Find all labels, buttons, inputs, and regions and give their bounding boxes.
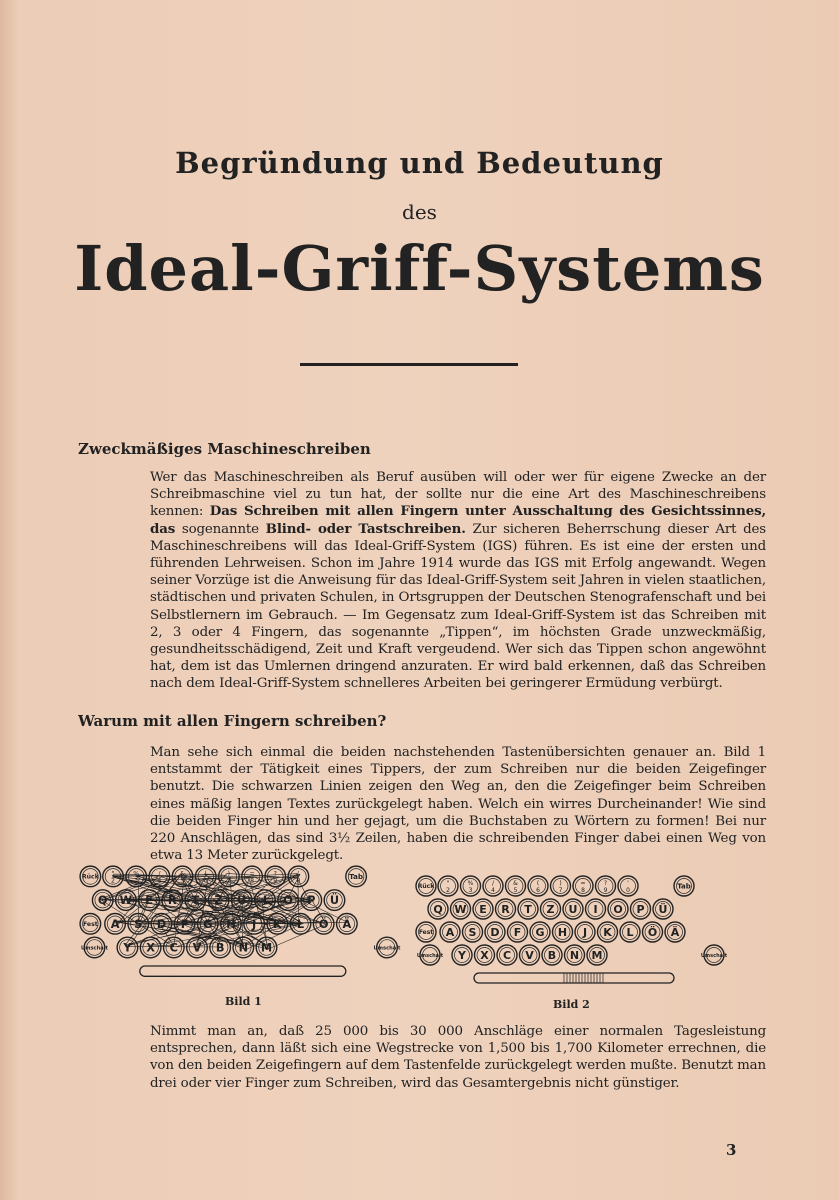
svg-text:B: B (547, 948, 557, 962)
key-t (518, 899, 538, 919)
key-a (440, 922, 460, 942)
space-bar (474, 973, 674, 983)
key-c (497, 945, 517, 965)
key-number (551, 876, 571, 896)
key-j (575, 922, 595, 942)
svg-text:0: 0 (626, 887, 630, 894)
svg-text:5: 5 (180, 877, 185, 885)
svg-text:O: O (613, 902, 623, 916)
svg-text:R: R (167, 893, 177, 908)
key-fest (416, 922, 436, 942)
key-b (542, 945, 562, 965)
section1-text-b: sogenannte (175, 521, 266, 537)
key-q (428, 899, 448, 919)
page-number: 3 (726, 1141, 737, 1159)
key-number (573, 876, 593, 896)
svg-text:H: H (557, 925, 568, 939)
svg-text:9: 9 (603, 887, 608, 894)
space-bar (140, 966, 346, 976)
key-ä (665, 922, 685, 942)
svg-text:T: T (524, 902, 532, 916)
key-tab (674, 876, 694, 896)
svg-text:Z: Z (214, 893, 223, 908)
section-heading-zweckmaessig: Zweckmäßiges Maschineschreiben (78, 440, 371, 458)
svg-text:4: 4 (157, 877, 162, 885)
svg-text:E: E (145, 893, 153, 908)
svg-text:&: & (180, 870, 185, 878)
svg-text:Ö: Ö (647, 925, 658, 939)
key-tab (346, 866, 367, 887)
svg-text:J: J (252, 916, 257, 931)
svg-text:': ' (627, 880, 629, 887)
svg-text:G: G (203, 916, 213, 931)
svg-text:P: P (307, 893, 316, 908)
svg-text:P: P (636, 902, 645, 916)
key-z (541, 899, 561, 919)
svg-text:Q: Q (97, 893, 108, 908)
key-g (530, 922, 550, 942)
key-number (506, 876, 526, 896)
key-ü (324, 890, 345, 911)
section1-paragraph (150, 469, 766, 693)
key-o (608, 899, 628, 919)
key-ö (643, 922, 663, 942)
key-number (483, 876, 503, 896)
svg-text:C: C (502, 948, 512, 962)
svg-text:6: 6 (203, 877, 208, 885)
key-y (452, 945, 472, 965)
key-r (496, 899, 516, 919)
svg-text:&: & (513, 880, 518, 887)
key-y (117, 937, 138, 958)
svg-text:S: S (134, 916, 143, 931)
svg-text:(: ( (536, 880, 540, 887)
key-ä (337, 914, 358, 935)
svg-text:%: % (133, 870, 140, 878)
svg-text:H: H (226, 916, 236, 931)
svg-text:2: 2 (111, 877, 115, 885)
svg-text:E: E (479, 902, 487, 916)
key-p (631, 899, 651, 919)
key-u (563, 899, 583, 919)
key-number (438, 876, 458, 896)
svg-text:X: X (480, 948, 489, 962)
svg-text:': ' (297, 870, 300, 878)
svg-text:Z: Z (546, 902, 555, 916)
key-umschalt-left (417, 945, 444, 965)
figure-caption-2: Bild 2 (553, 998, 590, 1011)
section3-paragraph: Nimmt man an, daß 25 000 bis 30 000 Anschläge einer normalen Tagesleistung entsprechen, dann läßt sich eine Wegstrecke von 1,500 bis 1,700 Kilometer errechnen, die von den beiden Zeigefingern auf dem Tastenfelde zurückgelegt werden mußte. Benutzt man drei oder vier Finger zum Schreiben, wird das Gesamtergebnis nicht günstiger. (150, 1024, 766, 1091)
svg-text:Umschalt: Umschalt (373, 945, 401, 952)
svg-text:F: F (513, 925, 522, 939)
key-number (618, 876, 638, 896)
svg-text:": " (446, 880, 450, 887)
svg-text:D: D (156, 916, 167, 931)
svg-text:3: 3 (468, 887, 473, 894)
svg-text:6: 6 (536, 887, 540, 894)
svg-text:Fest: Fest (418, 929, 434, 937)
section1-text-a: Wer das Maschineschreiben als Beruf ausüben will oder wer für eigene Zwecke an der Schreibmaschine viel zu tun hat, der sollte nur die eine Art des Maschineschreibens kennen: (150, 470, 766, 520)
svg-text:Umschalt: Umschalt (80, 945, 108, 952)
title-divider (300, 363, 518, 366)
svg-text:L: L (626, 925, 634, 939)
svg-text:Tab: Tab (349, 872, 364, 882)
svg-text:Rück: Rück (81, 873, 99, 881)
key-x (140, 937, 161, 958)
key-fest (80, 914, 101, 935)
key-umschalt-left (81, 937, 109, 958)
svg-text:8: 8 (250, 877, 255, 885)
key-i (586, 899, 606, 919)
title-line-1: Begründung und Bedeutung (175, 146, 664, 180)
svg-text:/: / (158, 870, 161, 878)
svg-text:9: 9 (273, 877, 278, 885)
svg-text:Ö: Ö (318, 916, 329, 931)
figure-caption-1: Bild 1 (225, 995, 262, 1008)
svg-text:Ä: Ä (670, 925, 680, 939)
svg-text:5: 5 (513, 887, 518, 894)
svg-text:U: U (237, 893, 247, 908)
svg-text:N: N (238, 940, 249, 955)
key-number (528, 876, 548, 896)
section-heading-warum: Warum mit allen Fingern schreiben? (78, 712, 387, 730)
keyboard-figure-2 (412, 870, 732, 992)
key-c (163, 937, 184, 958)
svg-text:I: I (593, 902, 598, 916)
svg-text:B: B (215, 940, 225, 955)
svg-text:Rück: Rück (417, 883, 435, 891)
svg-text:C: C (169, 940, 178, 955)
svg-text:Ü: Ü (329, 893, 340, 908)
svg-text:7: 7 (558, 887, 563, 894)
svg-text:I: I (262, 893, 268, 908)
svg-text:Fest: Fest (82, 921, 98, 929)
keyboard-figure-1 (76, 860, 406, 990)
svg-text:3: 3 (134, 877, 139, 885)
svg-text:): ) (227, 870, 231, 878)
svg-text:Y: Y (123, 940, 132, 955)
svg-text:O: O (283, 893, 293, 908)
svg-text:W: W (454, 902, 467, 916)
svg-text:7: 7 (226, 877, 231, 885)
key-rueck (416, 876, 436, 896)
svg-text:): ) (559, 880, 562, 887)
key-n (565, 945, 585, 965)
section1-bold-b: Blind- oder Tastschreiben. (265, 520, 466, 537)
svg-text:G: G (535, 925, 545, 939)
svg-text:Ä: Ä (342, 916, 352, 931)
key-a (105, 914, 126, 935)
title-line-3: Ideal-Griff-Systems (74, 232, 765, 305)
svg-text:V: V (525, 948, 534, 962)
svg-text:U: U (568, 902, 578, 916)
key-rueck (80, 866, 101, 887)
svg-text:2: 2 (446, 887, 450, 894)
svg-text:8: 8 (581, 887, 585, 894)
key-v (520, 945, 540, 965)
svg-text:N: N (569, 948, 580, 962)
svg-text:L: L (296, 916, 305, 931)
svg-text:D: D (490, 925, 500, 939)
svg-text:S: S (468, 925, 477, 939)
key-l (620, 922, 640, 942)
svg-text:0: 0 (296, 877, 301, 885)
key-number (461, 876, 481, 896)
section1-text-c: Zur sicheren Beherrschung dieser Art des Maschineschreibens will das Ideal-Griff-System (IGS) führen. Es ist eine der ersten und führenden Lehrweisen. Schon im Jahre 1914 wurde das IGS mit Erfolg angewandt. Wegen seiner Vorzüge ist die Anweisung für das Ideal-Griff-System seit Jahren in vielen staatlichen, städtischen und privaten Schulen, in Ortsgruppen der Deutschen Stenografenschaft und bei Selbstlernern im Gebrauch. — Im Gegensatz zum Ideal-Griff-System ist das Schreiben mit 2, 3 oder 4 Fingern, das sogenannte „Tippen“, im höchsten Grade unzweckmäßig, gesundheitsschädigend, Zeit und Kraft vergeudend. Wer sich das Tippen schon angewöhnt hat, dem ist das Umlernen dringend anzuraten. Er wird bald erkennen, daß das Schreiben nach dem Ideal-Griff-System schnelleres Arbeiten bei geringerer Ermüdung verbürgt. (150, 521, 766, 692)
section2-paragraph: Man sehe sich einmal die beiden nachstehenden Tastenübersichten genauer an. Bild 1 entstammt der Tätigkeit eines Tippers, der zum Schreiben nur die beiden Zeigefinger benutzt. Die schwarzen Linien zeigen den Weg an, den die Zeigefinger beim Schreiben eines mäßig langen Textes zurückgelegt haben. Welch ein wirres Durcheinander! Wie sind die beiden Finger hin und her gejagt, um die Buchstaben zu Wörtern zu formen! Bei nur 220 Anschlägen, das sind 3½ Zeilen, haben die schreibenden Finger dabei einen Weg von etwa 13 Meter zurückgelegt. (150, 745, 766, 864)
svg-text:K: K (272, 916, 282, 931)
svg-text:Umschalt: Umschalt (700, 952, 728, 959)
svg-text:R: R (501, 902, 510, 916)
svg-text:A: A (110, 916, 120, 931)
svg-text:M: M (591, 948, 603, 962)
svg-text:V: V (192, 940, 202, 955)
svg-text:Y: Y (458, 948, 466, 962)
svg-text:?: ? (273, 870, 277, 878)
key-number (596, 876, 616, 896)
svg-text:M: M (260, 940, 273, 955)
svg-text:": " (111, 870, 115, 878)
svg-text:W: W (119, 893, 133, 908)
svg-text:=: = (249, 870, 255, 878)
svg-text:%: % (467, 880, 474, 887)
title-line-2: des (402, 200, 437, 224)
key-umschalt-right (374, 937, 402, 958)
key-ö (313, 914, 334, 935)
key-umschalt-right (701, 945, 728, 965)
svg-text:Q: Q (433, 902, 443, 916)
svg-text:Ü: Ü (658, 902, 668, 916)
key-m (587, 945, 607, 965)
svg-text:A: A (445, 925, 455, 939)
key-k (598, 922, 618, 942)
svg-text:F: F (180, 916, 189, 931)
key-f (508, 922, 528, 942)
key-e (473, 899, 493, 919)
svg-text:X: X (146, 940, 155, 955)
svg-text:?: ? (603, 880, 608, 887)
svg-text:/: / (491, 880, 495, 887)
svg-text:T: T (191, 893, 200, 908)
svg-text:J: J (582, 925, 588, 939)
key-ü (653, 899, 673, 919)
key-x (475, 945, 495, 965)
svg-text:4: 4 (491, 887, 495, 894)
key-w (451, 899, 471, 919)
key-s (463, 922, 483, 942)
key-h (553, 922, 573, 942)
svg-text:K: K (603, 925, 612, 939)
key-d (485, 922, 505, 942)
svg-text:(: ( (204, 870, 207, 878)
svg-text:=: = (580, 880, 586, 887)
svg-text:Tab: Tab (677, 882, 691, 891)
svg-text:Umschalt: Umschalt (416, 952, 444, 959)
section1-bold-a: Das Schreiben mit allen Fingern unter Ausschaltung des Gesichtssinnes, das (150, 503, 766, 537)
